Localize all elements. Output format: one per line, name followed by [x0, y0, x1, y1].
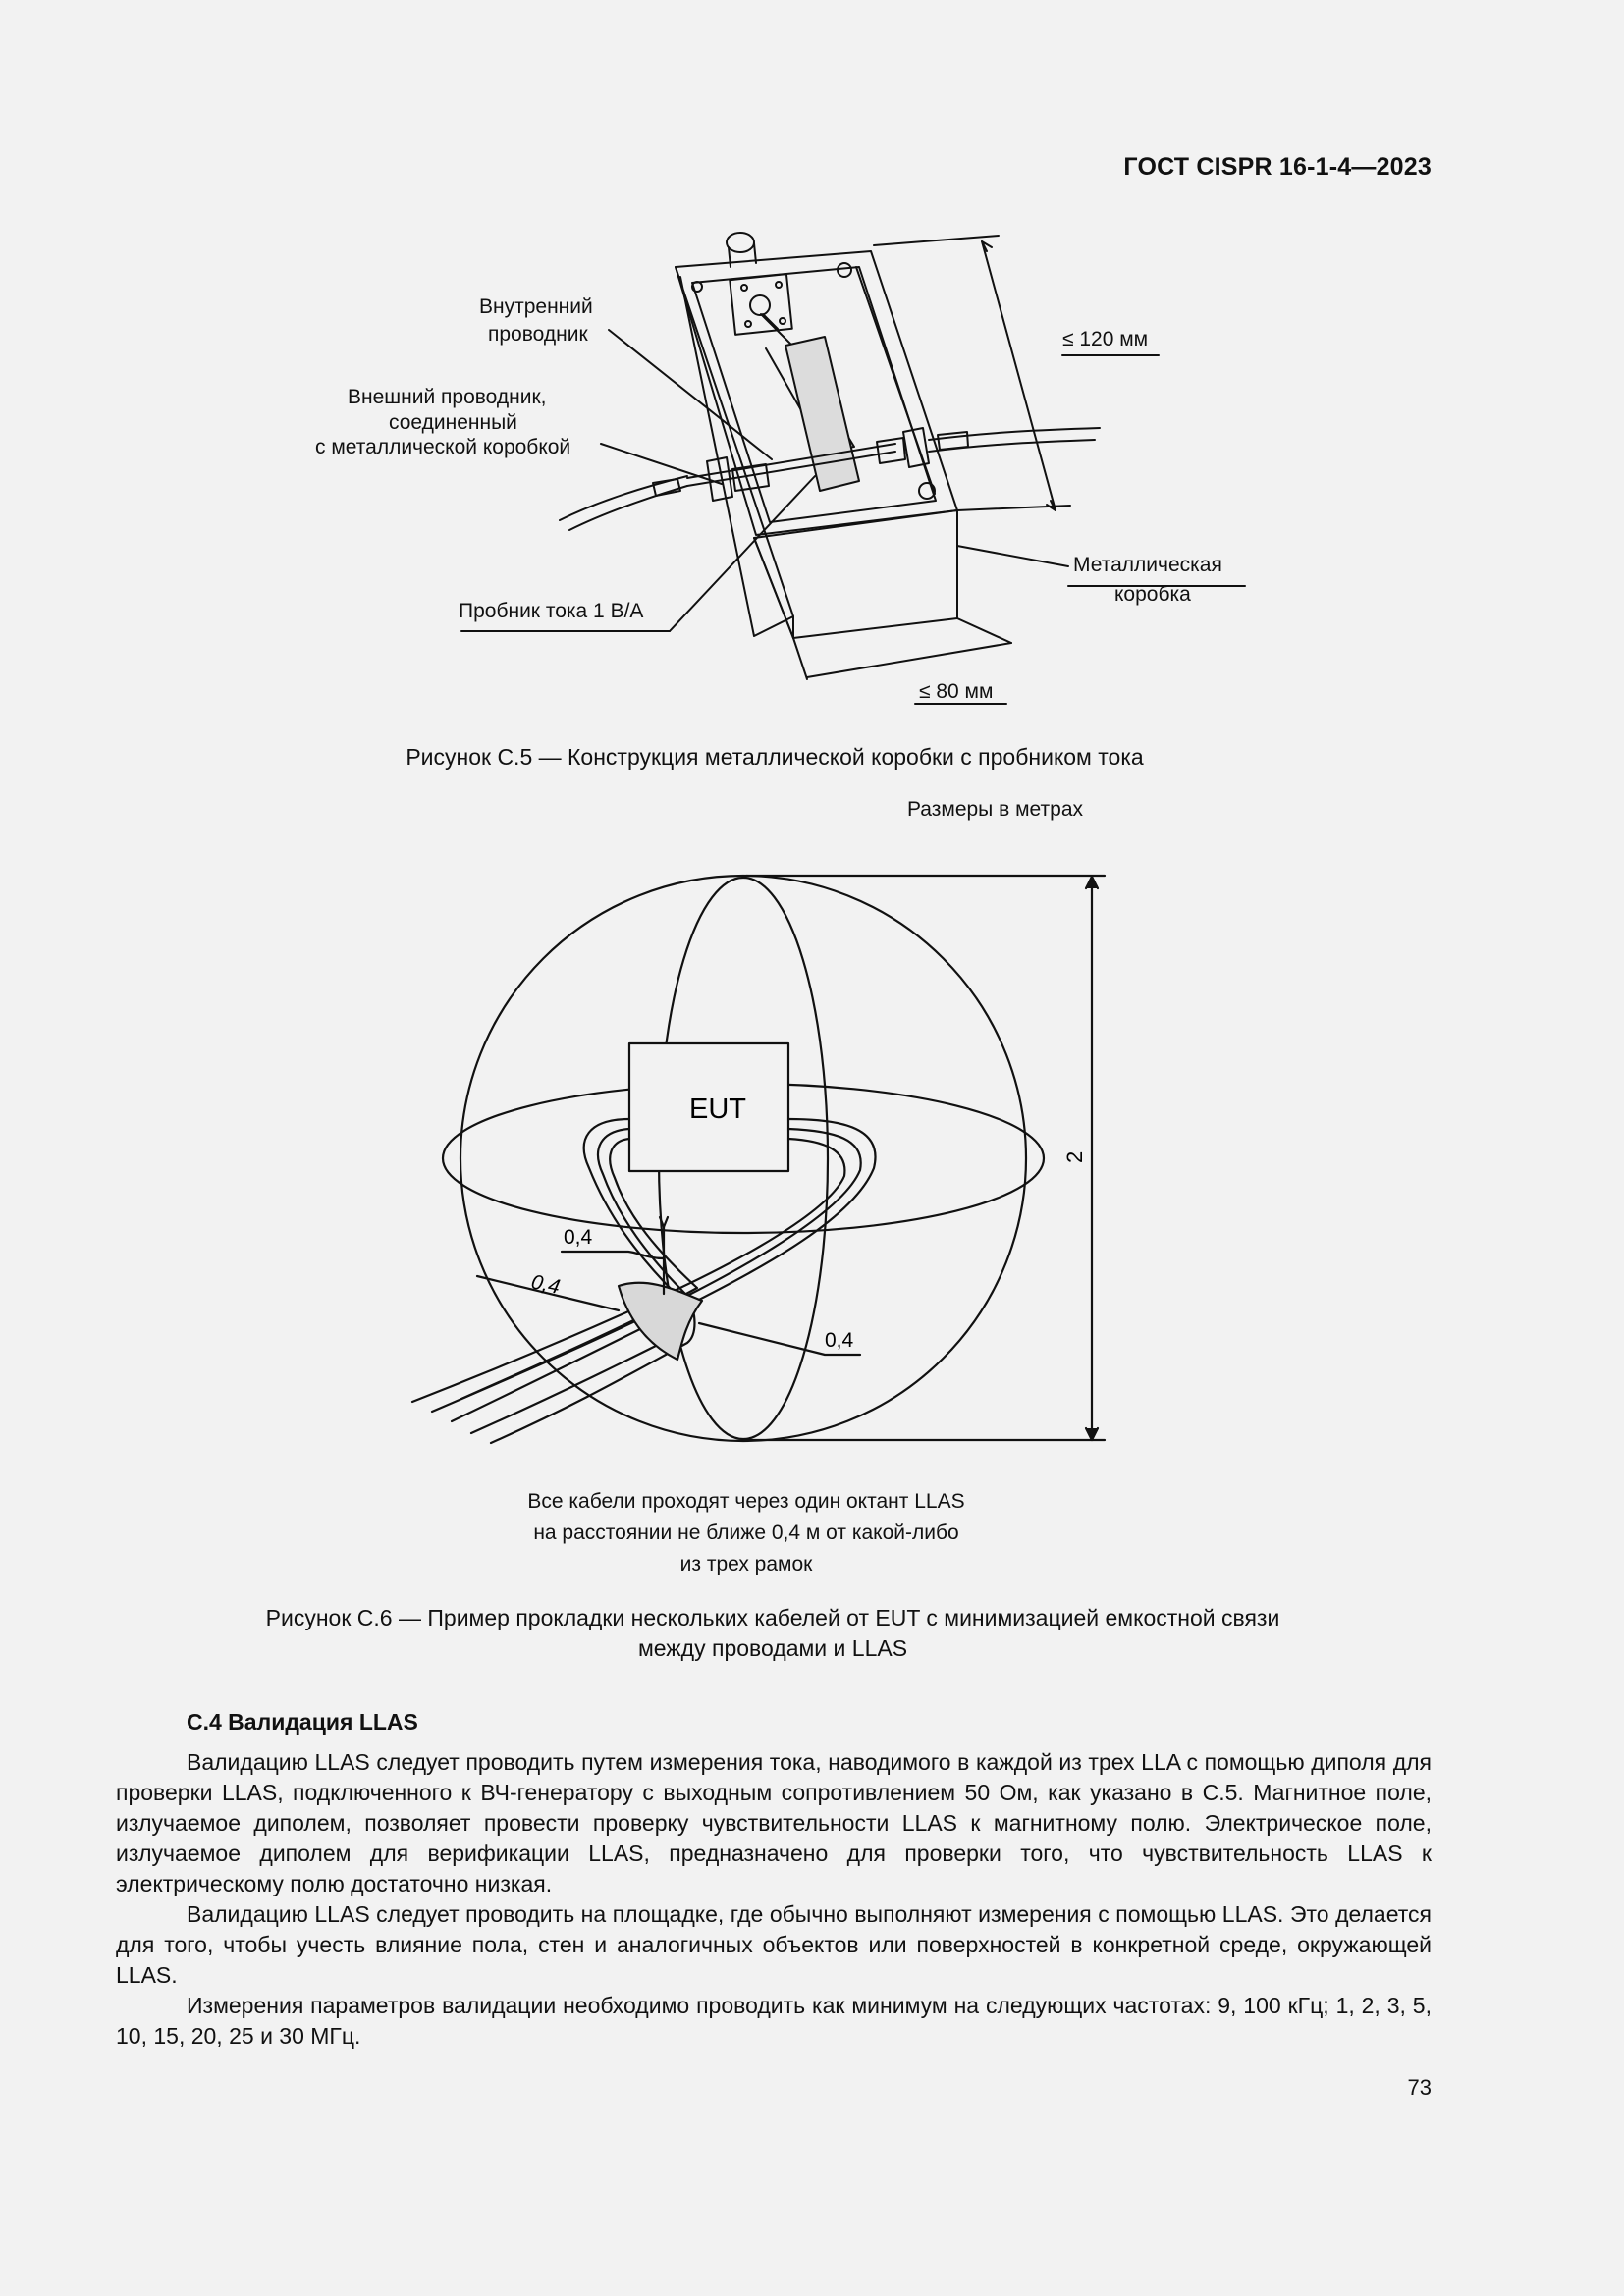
document-header: ГОСТ CISPR 16-1-4—2023 — [1123, 153, 1432, 181]
figure-c6-caption — [0, 1603, 1545, 1664]
figure-c5-caption: Рисунок С.5 — Конструкция металлической коробки с пробником тока — [406, 744, 1144, 770]
dim-label-right: 0,4 — [825, 1329, 854, 1352]
note-line-3: из трех рамок — [679, 1553, 813, 1575]
dim-width-label: ≤ 80 мм — [919, 680, 994, 703]
label-box-line2: коробка — [1114, 583, 1191, 606]
label-probe: Пробник тока 1 В/А — [459, 600, 644, 622]
label-inner-conductor-line1: Внутренний — [479, 295, 593, 318]
label-box-line1: Металлическая — [1073, 554, 1222, 576]
paragraph-2: Валидацию LLAS следует проводить на площадке, где обычно выполняют измерения с помощью LLAS. Это делается для того, чтобы учесть влияние пола, стен и аналогичных объектов или поверхностей в конкретной среде, окружающей LLAS. — [116, 1901, 1432, 1988]
caption-line-2: между проводами и LLAS — [637, 1635, 908, 1661]
dim-height-label: ≤ 120 мм — [1062, 328, 1149, 350]
figure-c6-note — [0, 1486, 1492, 1580]
paragraph-1: Валидацию LLAS следует проводить путем измерения тока, наводимого в каждой из трех LLA с помощью диполя для проверки LLAS, подключенного к ВЧ-генератору с выходным сопротивлением 50 Ом, как указано в С.5. Магнитное поле, излучаемое диполем, позволяет провести проверку чувствительности LLAS к магнитному полю. Электрическое поле, излучаемое диполем для верификации LLAS, предназначено для проверки того, что чувствительность LLAS к электрическому полю достаточно низкая. — [116, 1749, 1432, 1896]
label-outer-conductor-line1: Внешний проводник, — [348, 386, 547, 408]
section-title: С.4 Валидация LLAS — [187, 1709, 418, 1735]
page-number: 73 — [1407, 2075, 1432, 2100]
dim-label-top: 0,4 — [564, 1226, 593, 1249]
label-inner-conductor-line2: проводник — [488, 323, 588, 346]
dim-label-left: 0,4 — [528, 1270, 563, 1299]
eut-label: EUT — [689, 1094, 746, 1125]
label-outer-conductor-line3: с металлической коробкой — [315, 436, 571, 458]
label-outer-conductor-line2: соединенный — [389, 411, 517, 434]
units-note: Размеры в метрах — [907, 798, 1083, 821]
paragraph-3: Измерения параметров валидации необходимо проводить как минимум на следующих частотах: 9, 100 кГц; 1, 2, 3, 5, 10, 15, 20, 25 и 30 МГц. — [116, 1993, 1432, 2049]
cable-5 — [412, 1139, 844, 1402]
note-line-1: Все кабели проходят через один октант LLAS — [527, 1490, 965, 1513]
note-line-2: на расстоянии не ближе 0,4 м от какой-либо — [533, 1522, 959, 1544]
dim-diameter-label: 2 — [1062, 1150, 1087, 1163]
caption-line-1: Рисунок С.6 — Пример прокладки нескольких кабелей от EUT с минимизацией емкостной связи — [265, 1605, 1280, 1630]
